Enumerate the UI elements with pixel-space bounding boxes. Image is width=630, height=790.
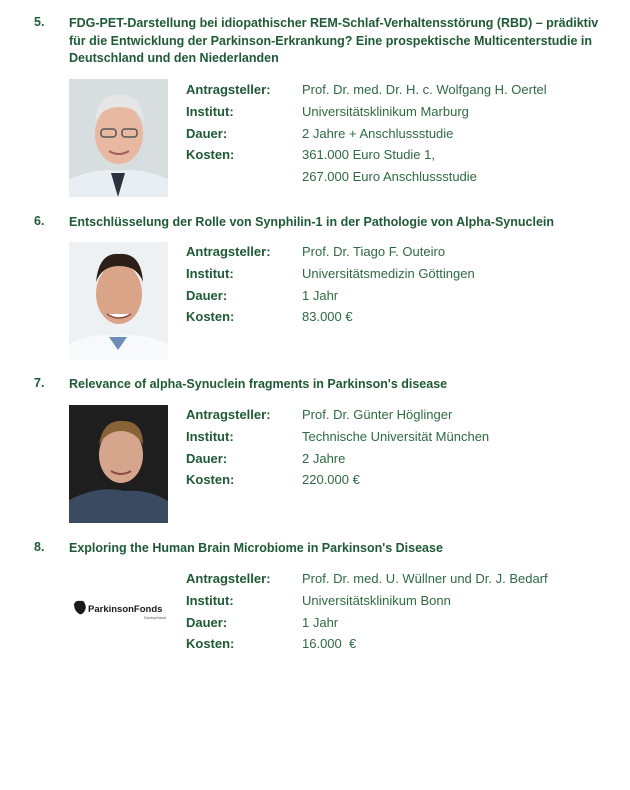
- details-row: [186, 306, 475, 328]
- project-details: [186, 79, 547, 188]
- details-row: [186, 79, 547, 101]
- field-value: 267.000 Euro Anschlussstudie: [302, 169, 477, 185]
- portrait-photo: [69, 242, 168, 360]
- project-details: [186, 404, 489, 491]
- field-label: Kosten:: [186, 636, 235, 652]
- field-value: Technische Universität München: [302, 428, 490, 444]
- field-label: Dauer:: [186, 450, 228, 466]
- details-row: [186, 448, 489, 470]
- field-label: Antragsteller:: [186, 407, 271, 422]
- details-row: [186, 101, 547, 123]
- field-label: Antragsteller:: [186, 82, 271, 97]
- field-value: Universitätsmedizin Göttingen: [302, 265, 475, 281]
- field-value: Universitätsklinikum Bonn: [302, 592, 451, 608]
- details-row: [186, 263, 475, 285]
- field-value: Prof. Dr. med. Dr. H. c. Wolfgang H. Oertel: [302, 82, 547, 97]
- field-label: Institut:: [186, 592, 234, 608]
- logo-text: ParkinsonFonds: [88, 604, 163, 615]
- field-label: Kosten:: [186, 147, 235, 163]
- field-label: Antragsteller:: [186, 571, 271, 586]
- details-row: [186, 123, 547, 145]
- details-row: [186, 633, 548, 655]
- details-row: [186, 166, 547, 188]
- details-row: [186, 404, 489, 426]
- project-number: 6.: [34, 214, 45, 228]
- field-label: Institut:: [186, 103, 234, 119]
- field-label: Dauer:: [186, 287, 228, 303]
- field-label: Kosten:: [186, 472, 235, 488]
- field-value: 83.000 €: [302, 309, 353, 325]
- field-value: Prof. Dr. Günter Höglinger: [302, 407, 453, 422]
- field-value: 220.000 €: [302, 472, 360, 488]
- field-label: Institut:: [186, 265, 234, 281]
- project-title: Relevance of alpha-Synuclein fragments in Parkinson's disease: [69, 377, 448, 391]
- project-number: 5.: [34, 15, 45, 29]
- project-details: [186, 241, 475, 328]
- field-label: Kosten:: [186, 309, 235, 325]
- field-value: Universitätsklinikum Marburg: [302, 103, 469, 119]
- details-row: [186, 568, 548, 590]
- details-row: [186, 612, 548, 634]
- details-row: [186, 144, 547, 166]
- project-details: [186, 568, 548, 655]
- details-row: [186, 469, 489, 491]
- field-value: 2 Jahre: [302, 450, 346, 466]
- field-label: Dauer:: [186, 614, 228, 630]
- project-title: FDG-PET-Darstellung bei idiopathischer REM-Schlaf-Verhaltensstörung (RBD) – prädiktiv für die Entwicklung der Parkinson-Erkrankung? Eine prospektische Multicenterstudie in Deutschland und den Niederlanden: [69, 16, 599, 65]
- field-value: 1 Jahr: [302, 614, 339, 630]
- field-label: Dauer:: [186, 125, 228, 141]
- field-value: 1 Jahr: [302, 287, 339, 303]
- project-number: 7.: [34, 376, 45, 390]
- details-row: [186, 241, 475, 263]
- logo-subtext: Deutschland: [144, 615, 167, 620]
- portrait-photo: [69, 79, 168, 197]
- field-label: [186, 166, 302, 188]
- parkinson-fonds-logo: [72, 598, 172, 622]
- field-value: Prof. Dr. med. U. Wüllner und Dr. J. Bedarf: [302, 571, 548, 586]
- field-label: Institut:: [186, 428, 234, 444]
- project-title: Exploring the Human Brain Microbiome in Parkinson's Disease: [69, 541, 443, 555]
- details-row: [186, 426, 489, 448]
- portrait-photo: [69, 405, 168, 523]
- field-value: 2 Jahre + Anschlussstudie: [302, 125, 454, 141]
- details-row: [186, 285, 475, 307]
- project-title: Entschlüsselung der Rolle von Synphilin-1 in der Pathologie von Alpha-Synuclein: [69, 215, 555, 229]
- field-value: 16.000 €: [302, 636, 357, 652]
- project-number: 8.: [34, 540, 45, 554]
- field-label: Antragsteller:: [186, 244, 271, 259]
- details-row: [186, 590, 548, 612]
- field-value: 361.000 Euro Studie 1,: [302, 147, 435, 163]
- field-value: Prof. Dr. Tiago F. Outeiro: [302, 244, 446, 259]
